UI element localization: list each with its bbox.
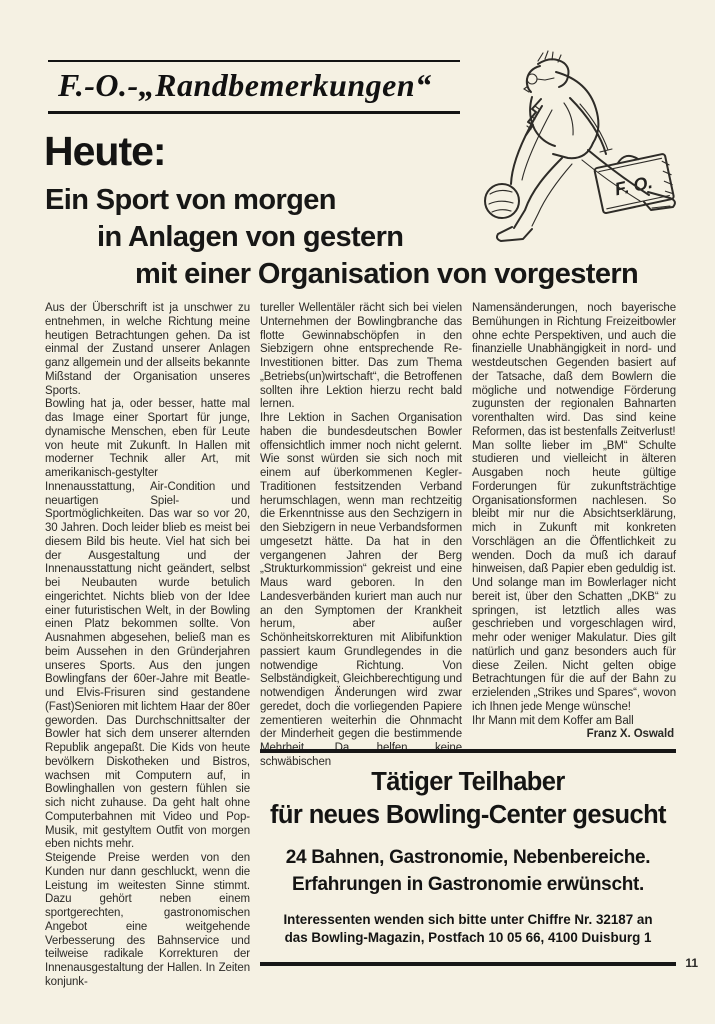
article-column-2	[260, 302, 462, 768]
headline-line-3: mit einer Organisation von vorgestern	[135, 258, 639, 290]
author-signature: Franz X. Oswald	[586, 728, 674, 741]
page-number: 11	[685, 956, 698, 970]
ad-contact-line-1: Interessenten wenden sich bitte unter Chiffre Nr. 32187 an	[283, 912, 653, 927]
paragraph: Namensänderungen, noch bayerische Bemühungen in Richtung Freizeitbowler ohne echte Perspektiven, und auch die finanzielle Unabhängigkeit in nord- und westdeutschen Gegenden basiert auf der Tatsache, daß dem Bowlern die mögliche und notwendige Förderung zugunsten der regionalen Bahnarten vorenthalten wird. Das sind keine Reformen, das ist bestenfalls Zeitverlust!	[472, 302, 676, 438]
ad-title-line-1: Tätiger Teilhaber	[371, 768, 565, 796]
paragraph: Man sollte lieber im „BM“ Schulte studieren und vielleicht in älteren Ausgaben noch heute gültige Forderungen für zukunftsträchtige Organisationsformen nachlesen. So bleibt mir nur die Absichtserklärung, mich in Zukunft mit konkreten Vorschlägen an die Öffentlichkeit zu wenden. Doch da muß ich darauf hinweisen, daß Papier eben geduldig ist. Und solange man im Bowlerlager nicht bereit ist, über den Schatten „DKB“ zu springen, ist letztlich alles was geschrieben und vorgeschlagen wird, mehr oder weniger Makulatur. Dies gilt natürlich und ganz besonders auch für diese Zeilen. Nicht gelten obige Betrachtungen für die auf der Bahn zu erzielenden „Strikes und Spares“, wovon ich Ihnen jede Menge wünsche!	[472, 439, 676, 713]
paragraph: Steigende Preise werden von den Kunden nur dann geschluckt, wenn die Leistung im weitesten Sinne stimmt. Dazu gehört neben einem sportgerechten, gastronomischen Angebot eine weitgehende Verbesserung des Bahnservice und teilweise radikale Korrekturen der Innenausgestaltung der Hallen. In Zeiten konjunk-	[45, 852, 250, 988]
briefcase-label: F. O.	[612, 171, 655, 200]
headline-line-1: Ein Sport von morgen	[45, 184, 336, 216]
right-columns-and-ad	[260, 302, 676, 990]
ad-contact-line-2: das Bowling-Magazin, Postfach 10 05 66, 4100 Duisburg 1	[284, 930, 652, 945]
article-column-3	[472, 302, 676, 747]
ad-title-line-2: für neues Bowling-Center gesucht	[270, 801, 666, 829]
paragraph: Aus der Überschrift ist ja unschwer zu entnehmen, in welche Richtung meine heutigen Betrachtungen gehen. Da ist einmal der Zustand unserer Anlagen ganz allgemein und der allseits bekannte Mißstand der Organisation unseres Sports.	[45, 302, 250, 397]
paragraph: Ihre Lektion in Sachen Organisation haben die bundesdeutschen Bowler offensichtlich immer noch nicht gelernt. Wie sonst würden sie sich noch mit einem auf überkommenen Kegler-Traditionen festsitzenden Verband herumschlagen, wenn man rechtzeitig die Erkenntnisse aus den Sechzigern in den Siebzigern in neue Verbandsformen umgesetzt hätte. Da hat in den vergangenen Jahren der Berg „Strukturkommission“ gekreist und eine Maus ward geboren. In den Landesverbänden kuriert man auch nur an den Symptomen der Krankheit herum, aber außer Schönheitskorrekturen mit Alibifunktion passiert kaum Grundlegendes in die notwendige Richtung. Von Selbständigkeit, Gleichberechtigung und notwendigen Änderungen wird zwar geredet, doch die vorliegenden Papiere zementieren weiterhin die Ohnmacht der Minderheit gegen die bestimmende Mehrheit. Da helfen keine schwäbischen	[260, 412, 462, 768]
rubric-title: F.-O.-„Randbemerkungen“	[58, 67, 432, 103]
closing-line: Ihr Mann mit dem Koffer am Ball	[472, 714, 634, 727]
kicker-heute: Heute:	[44, 128, 166, 174]
article-body	[45, 302, 676, 990]
classified-ad-box	[260, 749, 676, 966]
rubric-box	[48, 60, 460, 114]
article-column-1	[45, 302, 250, 990]
ad-subtitle-line-1: 24 Bahnen, Gastronomie, Nebenbereiche.	[285, 847, 651, 868]
columns-2-3	[260, 302, 676, 768]
paragraph: Bowling hat ja, oder besser, hatte mal das Image einer Sportart für junge, dynamische Menschen, eben für Leute von heute mit Zukunft. In Hallen mit moderner Technik aller Art, mit amerikanisch-gestylter Innenausstattung, Air-Condition und neuartigen Spiel- und Sportmöglichkeiten. Das war so vor 20, 30 Jahren. Doch leider blieb es meist bei diesem Bild bis heute. Viel hat sich bei der Ausgestaltung und der Innenausstattung nicht geändert, selbst bei Neubauten wurde betulich eingerichtet. Nichts blieb von der Idee einer futuristischen Welt, in der Bowling einen Platz bekommen sollte. Von Ausnahmen abgesehen, beließ man es beim Aussehen in den Gründerjahren unseres Sports. Aus den jungen Bowlingfans der 60er-Jahre mit Beatle- und Elvis-Frisuren sind gestandene (Fast)Senioren mit lichtem Haar der 80er geworden. Das Durchschnittsalter der Bowler hat sich dem unserer alternden Republik angepaßt. Die Kids von heute bevölkern Diskotheken und Bistros, wachsen mit Computern auf, in Bowlinghallen von gestern fühlen sie sich nicht zuhause. Da geht halt ohne Computerbahnen mit Video und Pop-Musik, mit gestyltem Outfit von morgen eben nichts mehr.	[45, 398, 250, 851]
article-headline	[45, 182, 685, 293]
paragraph: tureller Wellentäler rächt sich bei vielen Unternehmen der Bowlingbranche das flotte Gewinnabschöpfen in den Siebzigern ohne entsprechende Re-Investitionen bitter. Das zum Thema „Betriebs(un)wirtschaft“, die Betroffenen sollten ihre Lektion hierzu recht bald lernen.	[260, 302, 462, 411]
ad-subtitle-line-2: Erfahrungen in Gastronomie erwünscht.	[291, 874, 645, 895]
headline-line-2: in Anlagen von gestern	[97, 221, 404, 253]
